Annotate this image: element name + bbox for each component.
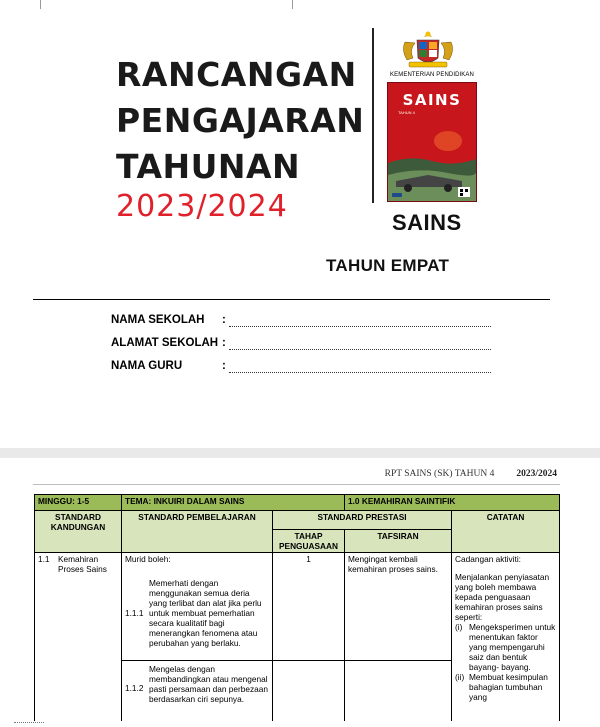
crop-marks: [0, 0, 600, 14]
bottom-strip: [0, 721, 600, 727]
sp-item: 1.1.2 Mengelas dengan membandingkan atau mengenal pasti persamaan dan perbezaan berdasarkan ciri sepunya.: [125, 664, 269, 704]
header-tafsiran: TAFSIRAN: [345, 530, 452, 553]
table-row: [35, 553, 560, 661]
field-label: NAMA GURU: [111, 360, 183, 372]
tp-level-cell: 1: [273, 553, 345, 661]
level-label: TAHUN EMPAT: [326, 256, 450, 275]
list-item: (ii) Membuat kesimpulan bahagian tumbuhan yang: [455, 672, 548, 702]
sp-item: 1.1.1 Memerhati dengan menggunakan semua deria yang terlibat dan alat jika perlu untuk membuat pemerhatian secara kualitatif bagi menerangkan fenomena atau perubahan yang berlaku.: [125, 578, 262, 648]
header-tahap-penguasaan: TAHAP PENGUASAAN: [273, 530, 345, 553]
kemahiran-cell: 1.0 KEMAHIRAN SAINTIFIK: [345, 495, 560, 511]
title-line-1: RANCANGAN: [116, 55, 357, 94]
blank-line[interactable]: [229, 360, 491, 373]
header-doc-title: RPT SAINS (SK) TAHUN 4: [384, 469, 495, 479]
header-catatan: CATATAN: [452, 511, 560, 553]
horizontal-rule: [33, 299, 550, 300]
catatan-cell: Cadangan aktiviti: Menjalankan penyiasatan yang boleh membawa kepada penguasaan kemahiran proses sains seperti: (i) Mengeksperimen untuk menentukan faktor yang mempengaruhi saiz dan bentuk bayang- bayang. (ii) Membuat kesimpulan bahagian tumbuhan yang: [452, 553, 560, 724]
header-sp: STANDARD PEMBELAJARAN: [122, 511, 273, 553]
page-gap: [0, 448, 600, 458]
tp-level-cell-empty: [273, 661, 345, 724]
tema-cell: TEMA: INKUIRI DALAM SAINS: [122, 495, 345, 511]
cover-page: RANCANGAN PENGAJARAN TAHUNAN 2023/2024 KEMENTERIAN PENDIDIKAN SAINS TAHUN 4 SAINS TAHUN EMPAT NAMA SEKOLAH : ALAMAT SEKOLAH : NAMA GURU :: [0, 0, 600, 448]
page-header: [385, 469, 557, 479]
cover-title: [116, 52, 364, 226]
header-year: 2023/2024: [516, 469, 557, 479]
vertical-divider: [372, 28, 374, 203]
sp-cell-1: Murid boleh: 1.1.1 Memerhati dengan menggunakan semua deria yang terlibat dan alat jika perlu untuk membuat pemerhatian secara kualitatif bagi menerangkan fenomena atau perubahan yang berlaku.: [122, 553, 273, 661]
blank-line[interactable]: [229, 337, 491, 350]
book-subtitle: TAHUN 4: [398, 110, 415, 115]
catatan-list: [455, 622, 556, 702]
textbook-cover-image: [387, 82, 477, 202]
book-title: SAINS: [402, 91, 462, 109]
plan-page: [0, 458, 600, 727]
field-label: ALAMAT SEKOLAH: [111, 337, 219, 349]
table-header-row: [35, 511, 560, 530]
coat-of-arms-icon: [397, 28, 459, 70]
cover-year: 2023/2024: [116, 189, 288, 224]
tafsiran-cell-empty: [345, 661, 452, 724]
sk-cell: 1.1 Kemahiran Proses Sains: [35, 553, 122, 724]
title-line-2: PENGAJARAN: [116, 101, 365, 140]
header-sk: STANDARD KANDUNGAN: [35, 511, 122, 553]
list-item: (i) Mengeksperimen untuk menentukan faktor yang mempengaruhi saiz dan bentuk bayang- bayang.: [455, 622, 556, 672]
field-label: NAMA SEKOLAH: [111, 314, 205, 326]
book-illustration-icon: [388, 123, 476, 201]
sp-cell-2: [122, 661, 273, 724]
tafsiran-cell: Mengingat kembali kemahiran proses sains.: [345, 553, 452, 661]
table-title-row: [35, 495, 560, 511]
minggu-cell: MINGGU: 1-5: [35, 495, 122, 511]
blank-line[interactable]: [229, 314, 491, 327]
title-line-3: TAHUNAN: [116, 147, 301, 186]
subject-label: SAINS: [392, 210, 462, 235]
ministry-label: KEMENTERIAN PENDIDIKAN: [390, 72, 474, 78]
header-rule: [33, 484, 560, 485]
plan-table: [34, 494, 560, 724]
header-standard-prestasi: STANDARD PRESTASI: [273, 511, 452, 530]
